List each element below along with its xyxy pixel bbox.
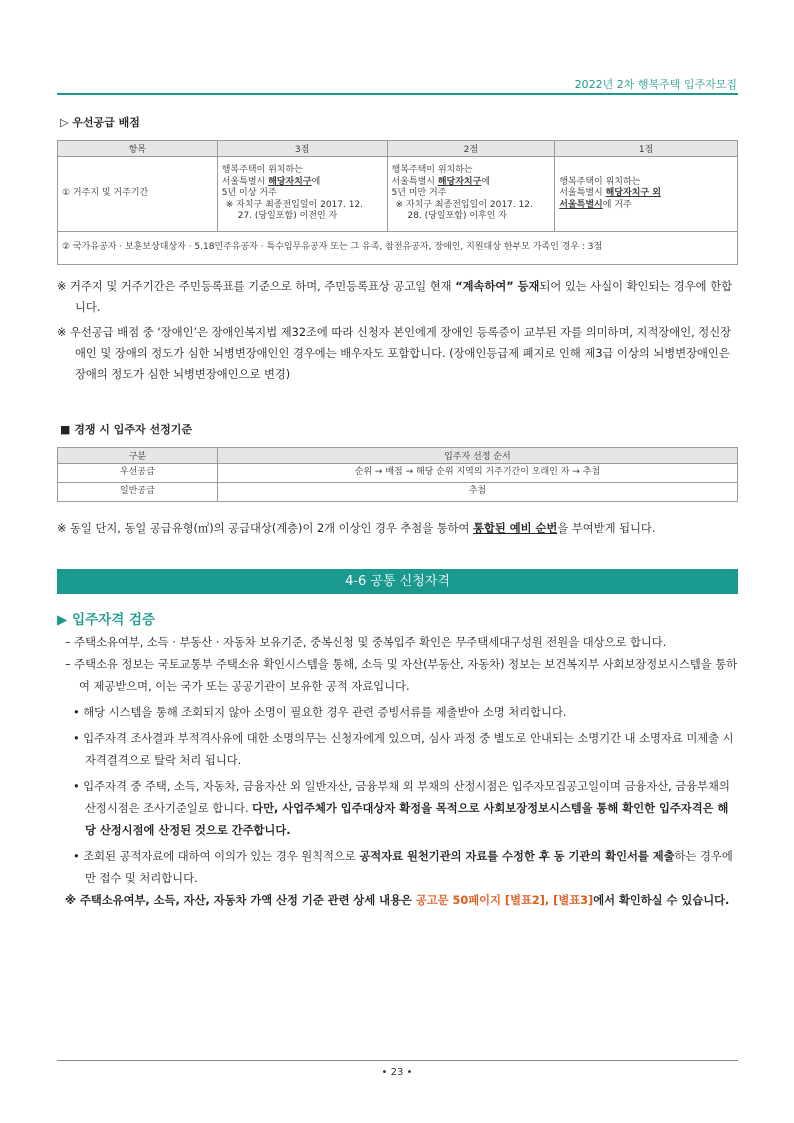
priority-heading: ▷ 우선공급 배점 [60, 116, 140, 129]
row-priority-order: 순위 → 배점 → 해당 순위 지역의 거주기간이 오래인 자 → 추첨 [217, 464, 737, 483]
header-divider [57, 93, 738, 95]
bullet-item-4: • 조회된 공적자료에 대하여 이의가 있는 경우 원칙적으로 공적자료 원천기관의 자료를 수정한 후 동 기관의 확인서를 제출하는 경우에만 접수 및 처리합니다. [73, 850, 733, 885]
cell-3pt: 행복주택이 위치하는 서울특별시 해당자치구에 5년 이상 거주 ※ 자치구 최종전입일이 2017. 12. 27. (당일포함) 이전인 자 [217, 157, 387, 232]
row-merit-points: ② 국가유공자 · 보훈보상대상자 · 5.18민주유공자 · 특수임무유공자 또는 그 유족, 참전유공자, 장애인, 지원대상 한부모 가족인 경우 : 3점 [58, 232, 738, 265]
dash-item-1: – 주택소유여부, 소득 · 부동산 · 자동차 보유기준, 중복신청 및 중복입주 확인은 무주택세대구성원 전원을 대상으로 합니다. [65, 636, 667, 649]
header-title: 2022년 2차 행복주택 입주자모집 [574, 78, 737, 91]
col-header-2pt: 2점 [387, 141, 555, 157]
cell-2pt: 행복주택이 위치하는 서울특별시 해당자치구에 5년 미만 거주 ※ 자치구 최종전입일이 2017. 12. 28. (당일포함) 이후인 자 [387, 157, 555, 232]
col-header-3pt: 3점 [217, 141, 387, 157]
competition-table [57, 447, 738, 502]
eligibility-subheading: ▶ 입주자격 검증 [57, 612, 156, 628]
row-general-order: 추첨 [217, 483, 737, 502]
competition-heading: ■ 경쟁 시 입주자 선정기준 [60, 423, 192, 436]
bullet-item-2: • 입주자격 조사결과 부적격사유에 대한 소명의무는 신청자에게 있으며, 심사 과정 중 별도로 안내되는 소명기간 내 소명자료 미제출 시 자격결격으로 탈락 처리 됩니다. [73, 732, 734, 767]
disability-note: ※ 우선공급 배점 중 ‘장애인’은 장애인복지법 제32조에 따라 신청자 본인에게 장애인 등록증이 교부된 자를 의미하며, 지적장애인, 정신장애인 및 장애의 정도가 심한 뇌병변장애인인 경우에는 배우자도 포함합니다. (장애인등급제 폐지로 인해 제3급 이상의 뇌병변장애인은 장애의 정도가 심한 뇌병변장애인으로 변경) [57, 326, 732, 381]
cell-1pt: 행복주택이 위치하는 서울특별시 해당자치구 외 서울특별시에 거주 [555, 157, 738, 232]
row-residence-item: ① 거주지 및 거주기간 [58, 157, 218, 232]
dash-item-2: – 주택소유 정보는 국토교통부 주택소유 확인시스템을 통해, 소득 및 자산(부동산, 자동차) 정보는 보건복지부 사회보장정보시스템을 통하여 제공받으며, 이는 국가 또는 공공기관이 보유한 공적 자료입니다. [65, 658, 738, 693]
page-number: • 23 • [381, 1067, 413, 1078]
col-header-1pt: 1점 [555, 141, 738, 157]
col-header-type: 구분 [58, 448, 218, 464]
col-header-order: 입주자 선정 순서 [217, 448, 737, 464]
section-band-title: 4-6 공통 신청자격 [57, 569, 738, 594]
footer-divider [57, 1060, 738, 1061]
residence-note: ※ 거주지 및 거주기간은 주민등록표를 기준으로 하며, 주민등록표상 공고일 현재 “계속하여” 등재되어 있는 사실이 확인되는 경우에 한합니다. ※ 우선공급 배점 중 ‘장애인’은 장애인복지법 제32조에 따라 신청자 본인에게 장애인 등록증이 교부된 자를 의미하며, 지적장애인, 정신장애인 및 장애의 정도가 심한 뇌병변장애인인 경우에는 배우자도 포함합니다. (장애인등급제 폐지로 인해 제3급 이상의 뇌병변장애인은 장애의 정도가 심한 뇌병변장애인으로 변경) [57, 276, 738, 385]
row-general-type: 일반공급 [58, 483, 218, 502]
reference-note: ※ 주택소유여부, 소득, 자산, 자동차 가액 산정 기준 관련 상세 내용은 공고문 50페이지 [별표2], [별표3]에서 확인하실 수 있습니다. [65, 894, 730, 907]
col-header-item: 항목 [58, 141, 218, 157]
priority-table [57, 140, 738, 265]
bullet-item-3: • 입주자격 중 주택, 소득, 자동차, 금융자산 외 일반자산, 금융부채 외 부채의 산정시점은 입주자모집공고일이며 금융자산, 금융부채의 산정시점은 조사기준일로 합니다. 다만, 사업주체가 입주대상자 확정을 목적으로 사회보장정보시스템을 통해 확인한 입주자격은 해당 산정시점에 산정된 것으로 간주합니다. [73, 780, 730, 837]
lottery-note: ※ 동일 단지, 동일 공급유형(㎡)의 공급대상(계층)이 2개 이상인 경우 추첨을 통하여 통합된 예비 순번을 부여받게 됩니다. [57, 522, 656, 535]
eligibility-body [57, 632, 738, 912]
bullet-item-1: • 해당 시스템을 통해 조회되지 않아 소명이 필요한 경우 관련 증빙서류를 제출받아 소명 처리합니다. [73, 706, 567, 719]
row-priority-type: 우선공급 [58, 464, 218, 483]
